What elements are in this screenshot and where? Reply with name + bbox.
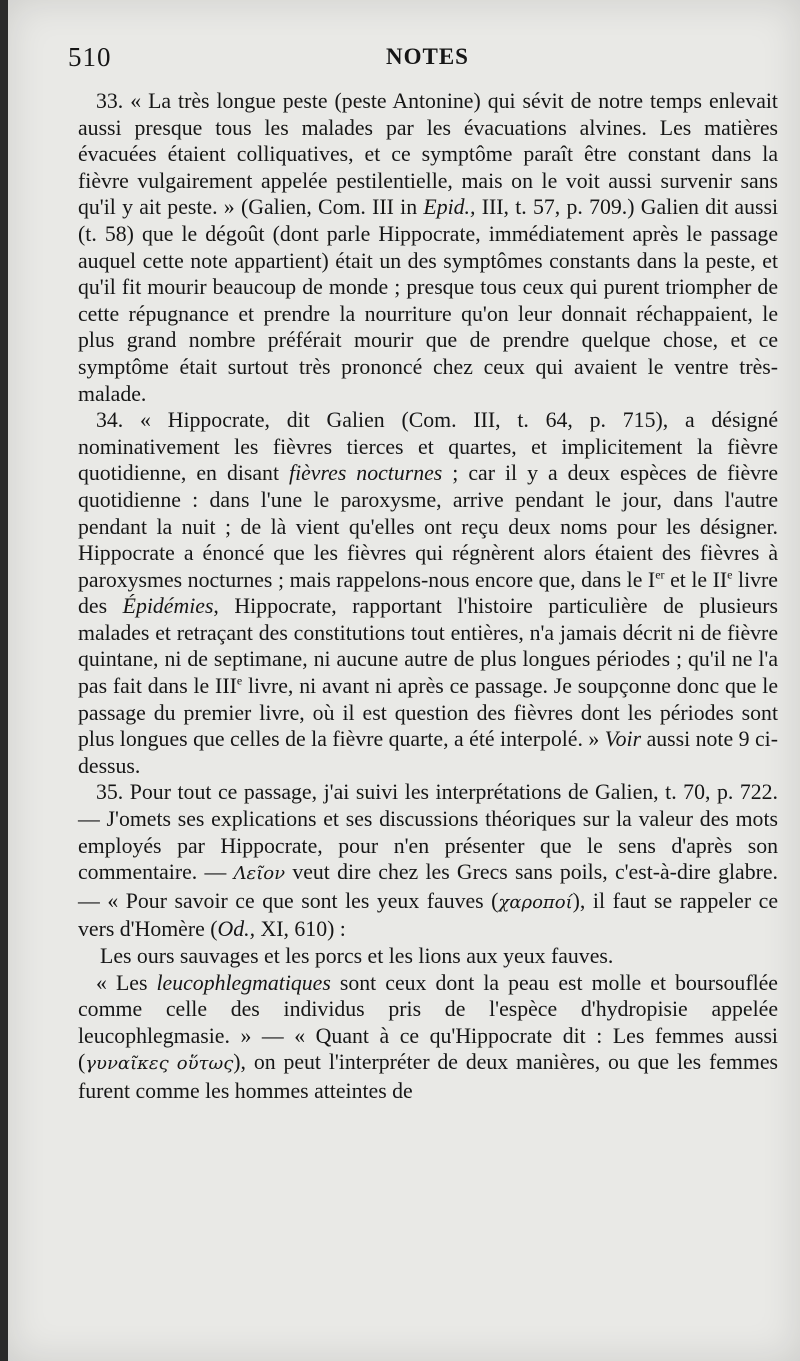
body-text — [78, 88, 778, 1105]
note-34-sup-3: e — [236, 673, 243, 688]
note-34 — [78, 407, 778, 779]
note-34-italic: fièvres nocturnes — [289, 461, 443, 486]
note-35-continued — [78, 970, 778, 1105]
note-33 — [78, 88, 778, 407]
note-34-text-2: ; car il y a deux espèces de fièvre quotidienne : dans l'une le paroxysme, arrive pendant le jour, dans l'autre pendant la nuit ; de là vient qu'elles ont reçu deux noms pour les désigner. Hippocrate a énoncé que les fièvres qui régnèrent alors étaient des fièvres à paroxysmes nocturnes ; mais rappelons-nous encore que, dans le I — [78, 461, 778, 592]
book-page — [8, 0, 800, 1361]
note-35-text-4: XI, 610) : — [255, 917, 346, 942]
note-34-italic-2: Épidémies — [122, 594, 214, 619]
note-35-text: 35. Pour tout ce passage, j'ai suivi les interprétations de Galien, t. 70, p. 722. — J'omets ses explications et ses discussions théoriques sur la valeur des mots employés par Hippocrate, pour n'en présenter que le sens d'après son commentaire. — — [78, 780, 778, 885]
running-head: NOTES — [386, 44, 469, 69]
note-34-text-4: livre des — [78, 567, 778, 619]
note-35b-text-2: sont ceux dont la peau est molle et boursouflée comme celle des individus pris de l'espèce d'hydropisie appelée leucophlegmasie. » — « Quant à ce qu'Hippocrate dit : Les femmes aussi ( — [78, 970, 778, 1075]
note-33-text-2: III, t. 57, p. 709.) Galien dit aussi (t. 58) que le dégoût (dont parle Hippocrate, immédiatement après le passage auquel cette note appartient) était un des symptômes constants dans la peste, et qu'il fit mourir beaucoup de monde ; presque tous ceux qui purent triompher de cette répugnance et prendre la nourriture qu'on leur donnait réchappaient, le plus grand nombre préférait mourir que de prendre quelque chose, et ce symptôme était surtout très prononcé chez ceux qui avaient le ventre très-malade. — [78, 195, 778, 406]
note-35b-italic: leucophlegmatiques — [156, 970, 331, 995]
note-35-greek-1: Λεῖον — [233, 863, 286, 885]
note-35-text-2: veut dire chez les Grecs sans poils, c'est-à-dire glabre. — « Pour savoir ce que sont les yeux fauves ( — [78, 860, 779, 913]
note-34-text: 34. « Hippocrate, dit Galien (Com. III, t. 64, p. 715), a désigné nominativement les fièvres tierces et quartes, et implicitement la fièvre quotidienne, en disant — [78, 408, 778, 486]
page-number: 510 — [68, 42, 112, 72]
note-35 — [78, 779, 778, 943]
note-35-greek-2: χαροποί — [498, 891, 573, 913]
note-35b-greek: γυναῖκες οὕτως — [85, 1053, 234, 1075]
note-34-sup-1: er — [655, 567, 665, 582]
note-34-italic-3: Voir — [604, 727, 642, 752]
note-35-text-3: ), il faut se rappeler ce vers d'Homère ( — [78, 888, 778, 942]
note-34-sup-2: e — [727, 567, 733, 582]
note-34-text-3: et le II — [664, 567, 728, 592]
page-header — [8, 42, 800, 82]
note-35b-text: « Les — [96, 970, 157, 995]
note-34-text-6: livre, ni avant ni après ce passage. Je soupçonne donc que le passage du premier livre, où il est question des fièvres dont les périodes sont plus longues que celles de la fièvre quarte, a été interpolé. » — [78, 674, 779, 752]
homer-quote: Les ours sauvages et les porcs et les lions aux yeux fauves. — [100, 944, 614, 968]
note-34-text-5: , Hippocrate, rapportant l'histoire particulière de plusieurs malades et retraçant des constitutions tout entières, n'a jamais décrit ni de fièvre quintane, ni de septimane, ni aucune autre de plus longues périodes ; qu'il ne l'a pas fait dans le III — [78, 594, 778, 699]
note-33-italic: Epid., — [423, 195, 476, 220]
note-35b-text-3: ), on peut l'interpréter de deux manières, ou que les femmes furent comme les hommes atteintes de — [78, 1050, 778, 1103]
note-35-italic: Od., — [217, 917, 256, 942]
note-33-text: 33. « La très longue peste (peste Antonine) qui sévit de notre temps enlevait aussi presque tous les malades par les évacuations alvines. Les matières évacuées étaient colliquatives, et ce symptôme paraît être constant dans la fièvre vulgairement appelée pestilentielle, mais on le voit aussi survenir sans qu'il y ait peste. » (Galien, Com. III in — [78, 89, 778, 220]
note-34-text-7: aussi note 9 ci-dessus. — [78, 727, 778, 778]
